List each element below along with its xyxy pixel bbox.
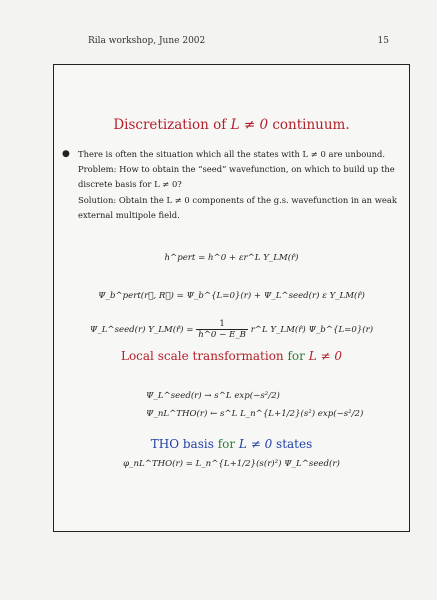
section-tho-basis-label: THO basis [150,437,214,451]
slide-title [54,117,409,133]
header-title: Rila workshop, June 2002 [88,36,206,46]
equation-psi-seed [54,319,409,340]
section-local-scale-condition: L ≠ 0 [308,349,342,363]
slide-frame [53,64,410,532]
section-tho-basis-condition: L ≠ 0 [238,437,273,451]
fraction-denominator: h^0 − E_B [198,330,246,340]
section-local-scale-label: Local scale transformation [120,349,284,363]
bullet-text: There is often the situation which all the states with L ≠ 0 are unbound. [78,149,386,159]
section-local-scale [54,349,409,363]
page-header [88,36,389,46]
equation-tho-map: Ψ_nL^THO(r) ← s^L L_n^{L+1/2}(s²) exp(−s²/2) [146,409,364,419]
section-tho-basis-for: for [217,437,236,451]
bullet-block [64,147,400,225]
bullet-dot-icon: ● [62,149,70,159]
title-prefix: Discretization of [113,117,227,133]
equation-seed-map: Ψ_L^seed(r) → s^L exp(−s²/2) [146,391,280,401]
equation-psi-seed-lhs: Ψ_L^seed(r) Y_LM(r̂) = [89,325,194,335]
title-suffix: continuum. [272,117,350,133]
equation-h-pert: h^pert = h^0 + εr^L Y_LM(r̂) [164,253,299,263]
title-condition: L ≠ 0 [230,117,269,133]
equation-psi-seed-rhs: r^L Y_LM(r̂) Ψ_b^{L=0}(r) [250,325,374,335]
equation-fraction [196,319,248,340]
section-tho-basis-states: states [276,437,313,451]
section-local-scale-for: for [287,349,305,363]
page-number: 15 [377,36,389,46]
equation-phi-tho: φ_nL^THO(r) = L_n^{L+1/2}(s(r)²) Ψ_L^seed(r) [123,459,340,469]
section-tho-basis [54,437,409,451]
solution-text: Solution: Obtain the L ≠ 0 components of the g.s. wavefunction in an weak external multipole field. [78,195,397,221]
equation-psi-pert: Ψ_b^pert(r⃗, R⃗) = Ψ_b^{L=0}(r) + Ψ_L^seed(r) ε Y_LM(r̂) [98,291,365,301]
fraction-numerator: 1 [196,319,248,330]
problem-text: Problem: How to obtain the “seed” wavefunction, on which to build up the discrete basis for L ≠ 0? [78,163,395,189]
